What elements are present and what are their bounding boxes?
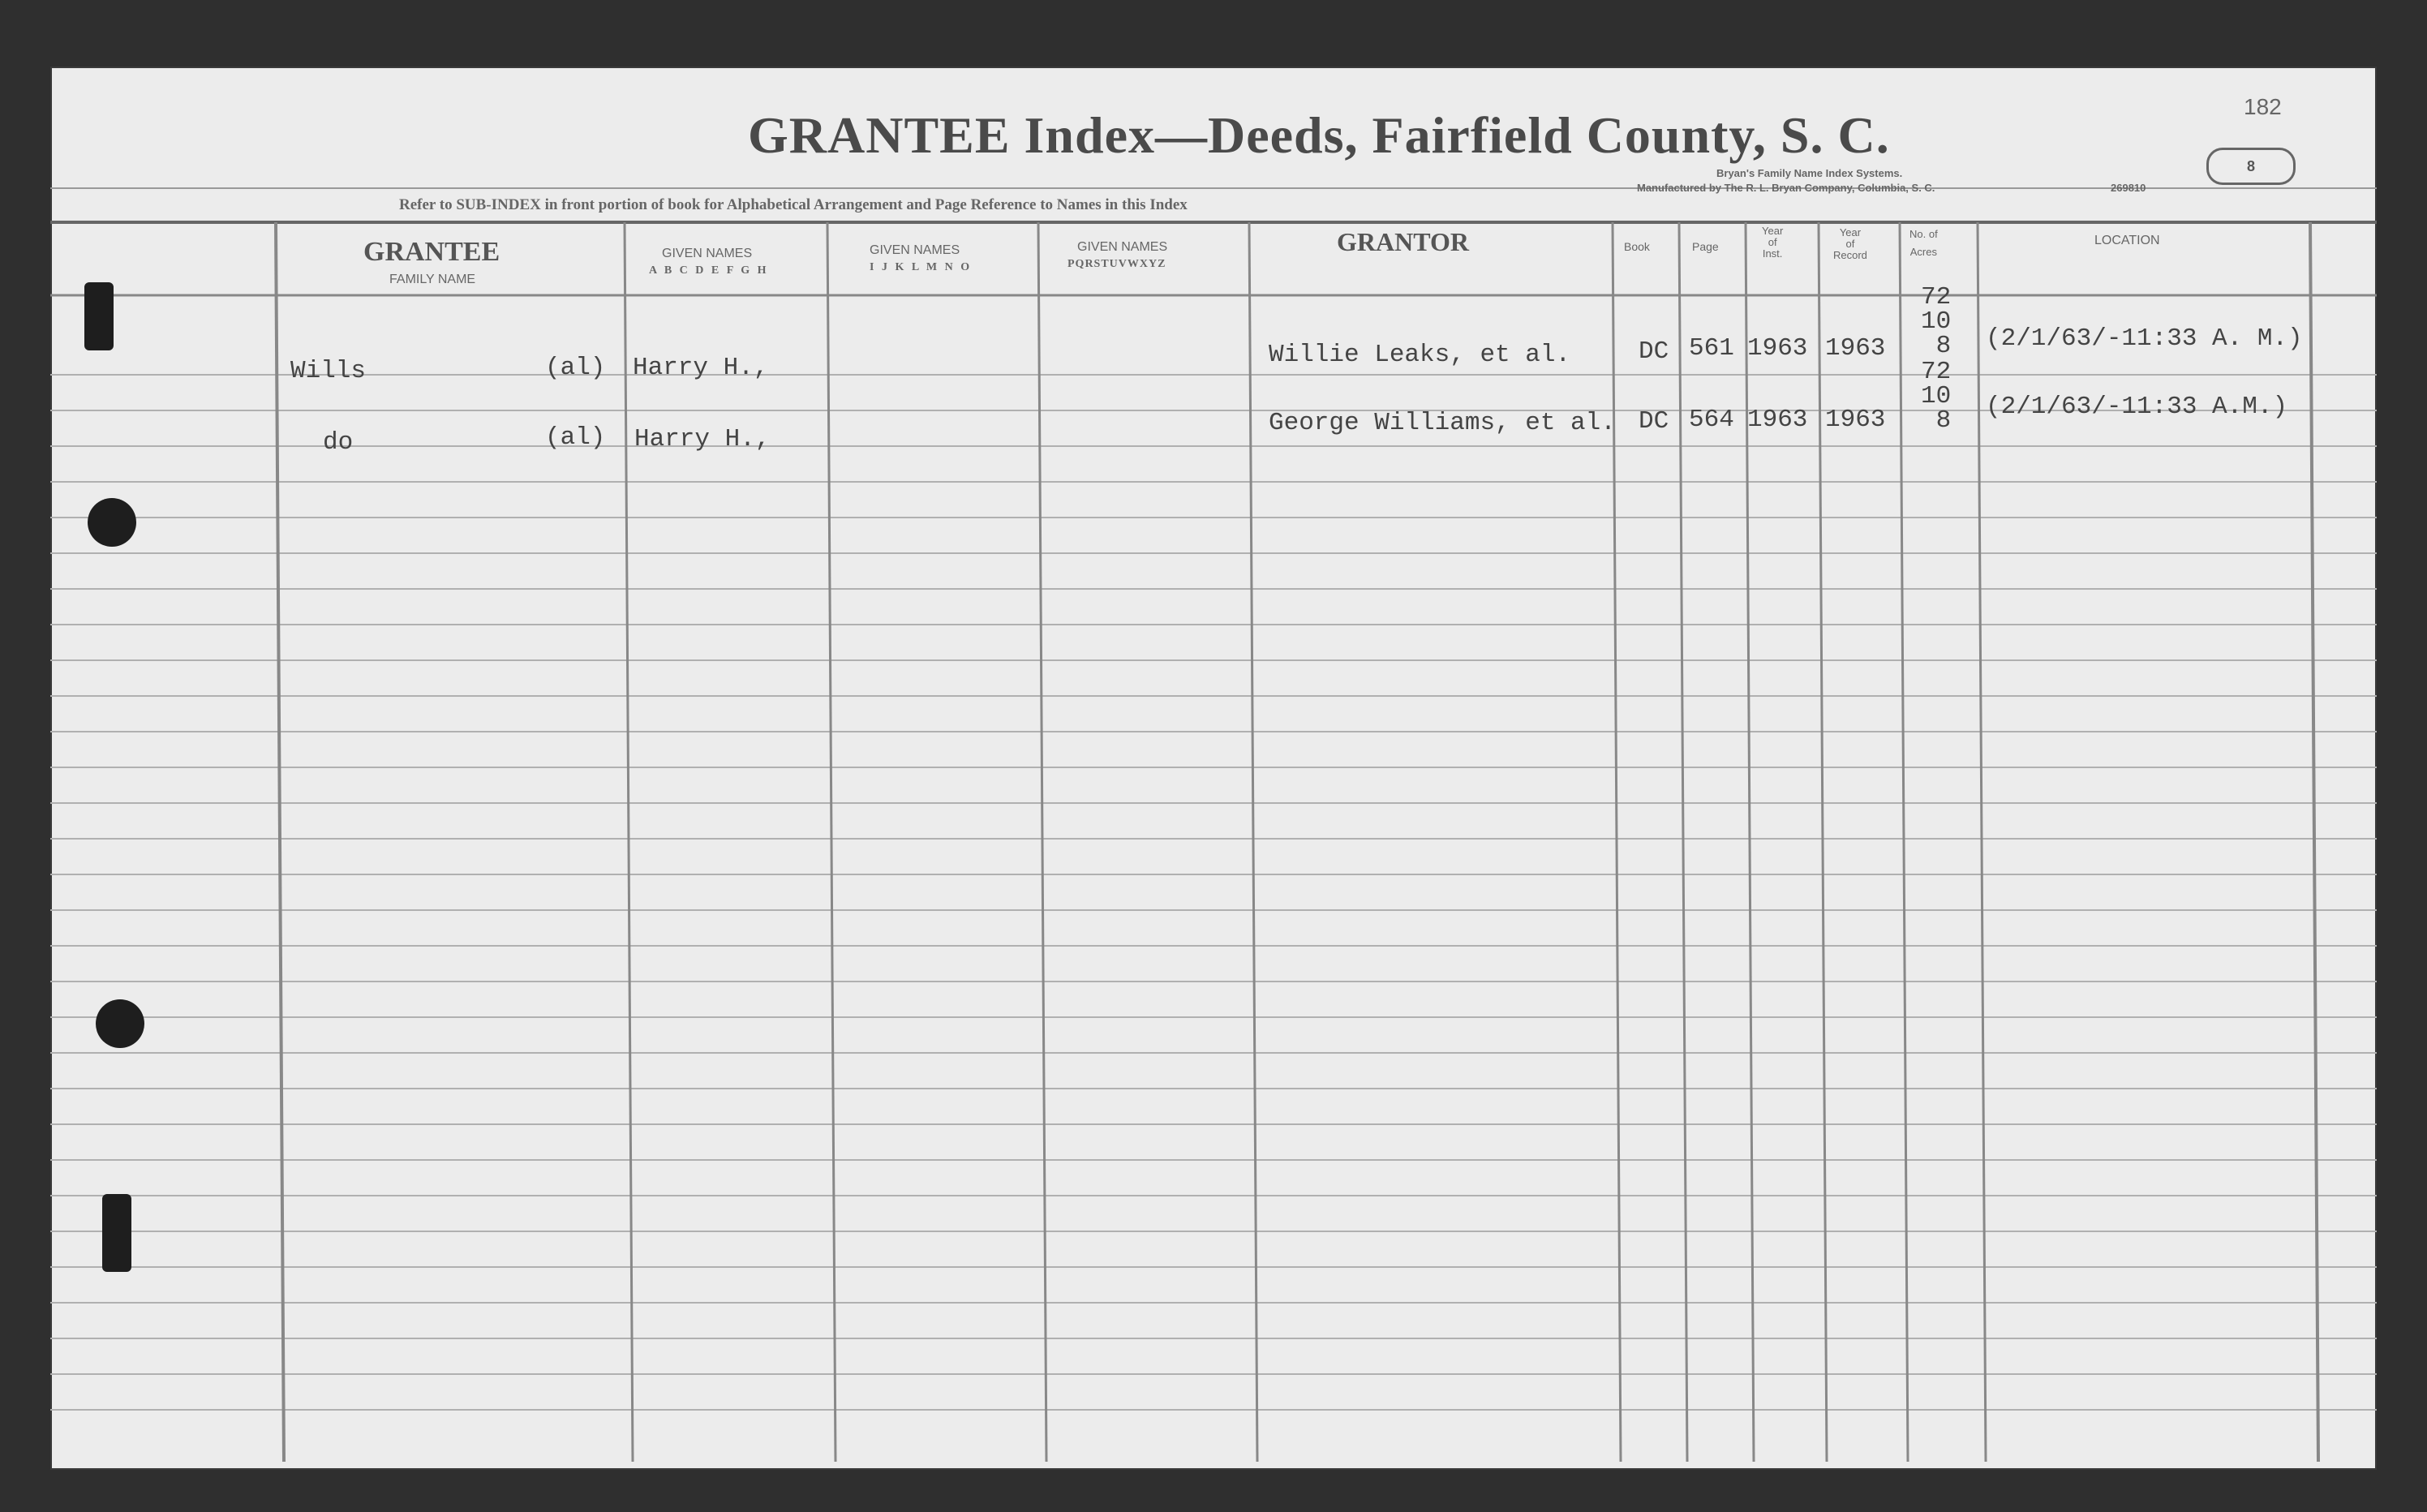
refer-note: Refer to SUB-INDEX in front portion of book for Alphabetical Arrangement and Page Reference to Names in this Index (399, 196, 1188, 213)
given-names-3-letters: PQRSTUVWXYZ (1067, 258, 1166, 270)
year-record-header: Year of Record (1833, 226, 1867, 261)
given-names-2-header: GIVEN NAMES (870, 243, 960, 257)
alias-cell: (al) (545, 354, 606, 382)
location-header: LOCATION (2094, 234, 2160, 247)
index-badge: 8 (2206, 148, 2296, 185)
page-cell: 561 (1689, 334, 1734, 363)
location-cell: (2/1/63/-11:33 A.M.) (1986, 393, 2288, 421)
page-header: Page (1692, 240, 1719, 253)
grantee-header: GRANTEE (363, 237, 500, 267)
manufacturer-line-2: Manufactured by The R. L. Bryan Company, Columbia, S. C. (1637, 182, 1935, 194)
acres-cell: 72 10 8 (1921, 358, 1952, 435)
manufacturer-line-1: Bryan's Family Name Index Systems. (1716, 167, 1903, 179)
binder-slot-bottom (102, 1194, 131, 1272)
grantor-header: GRANTOR (1337, 227, 1469, 256)
book-cell: DC (1639, 337, 1669, 366)
family-name-cell: do (323, 428, 354, 457)
grantor-cell: Willie Leaks, et al. (1269, 341, 1571, 369)
given-names-1-header: GIVEN NAMES (662, 247, 753, 260)
family-name-header: FAMILY NAME (389, 273, 476, 286)
given-names-3-header: GIVEN NAMES (1077, 240, 1168, 254)
year-inst-cell: 1963 (1747, 334, 1808, 363)
book-cell: DC (1639, 407, 1669, 436)
location-cell: (2/1/63/-11:33 A. M.) (1986, 324, 2303, 353)
given-names-1-letters: A B C D E F G H (649, 264, 769, 277)
given-name-cell: Harry H., (634, 425, 771, 453)
binder-slot-top (84, 282, 114, 350)
book-header: Book (1624, 240, 1650, 253)
form-number: 269810 (2111, 182, 2146, 194)
grantor-cell: George Williams, et al. (1269, 409, 1616, 437)
binder-hole-upper (88, 498, 136, 547)
year-record-cell: 1963 (1825, 406, 1886, 434)
page-cell: 564 (1689, 406, 1734, 434)
ledger-page (50, 67, 2377, 1470)
given-name-cell: Harry H., (633, 354, 769, 382)
page-number: 182 (2244, 94, 2282, 119)
alias-cell: (al) (545, 423, 606, 452)
page-title: GRANTEE Index—Deeds, Fairfield County, S. C. (748, 106, 1890, 164)
year-record-cell: 1963 (1825, 334, 1886, 363)
binder-hole-lower (96, 999, 144, 1048)
acres-cell: 72 10 8 (1921, 283, 1952, 360)
year-inst-cell: 1963 (1747, 406, 1808, 434)
family-name-cell: Wills (290, 357, 367, 385)
acres-header: No. of Acres (1909, 228, 1938, 258)
given-names-2-letters: I J K L M N O (870, 261, 973, 273)
year-inst-header: Year of Inst. (1762, 225, 1784, 260)
